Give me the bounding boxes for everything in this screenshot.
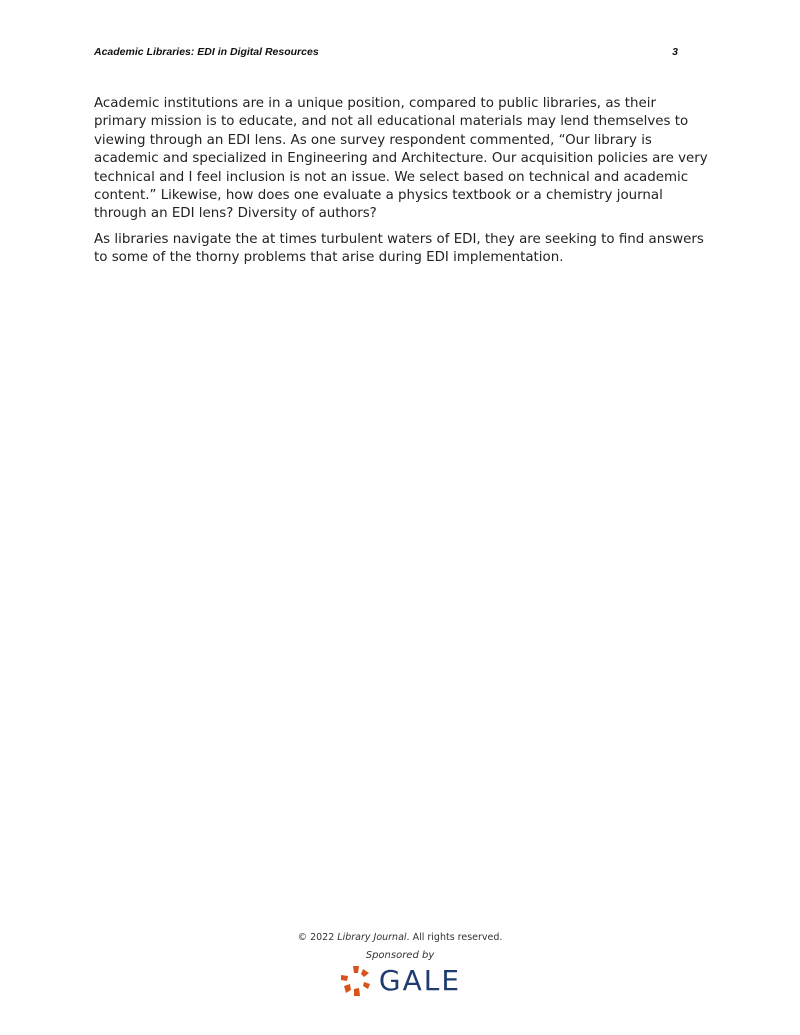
running-header bbox=[94, 46, 678, 58]
copyright-notice bbox=[0, 931, 800, 945]
copyright-suffix: . All rights reserved. bbox=[406, 932, 503, 943]
body-text bbox=[94, 95, 712, 275]
paragraph: As libraries navigate the at times turbulent waters of EDI, they are seeking to find answers to some of the thorny problems that arise during EDI implementation. bbox=[94, 231, 704, 266]
gale-logo-mark-icon bbox=[339, 965, 373, 997]
document-title: Academic Libraries: EDI in Digital Resources bbox=[94, 46, 319, 58]
copyright-prefix: © 2022 bbox=[297, 932, 338, 943]
sponsor-logo bbox=[339, 965, 461, 997]
paragraph: Academic institutions are in a unique position, compared to public libraries, as their primary mission is to educate, and not all educational materials may lend themselves to viewing through an EDI lens. As one survey respondent commented, “Our library is academic and specialized in Engineering and Architecture. Our acquisition policies are very technical and I feel inclusion is not an issue. We select based on technical and academic content.” Likewise, how does one evaluate a physics textbook or a chemistry journal through an EDI lens? Diversity of authors? bbox=[94, 96, 708, 222]
page-number: 3 bbox=[672, 46, 678, 58]
sponsored-by-label: Sponsored by bbox=[365, 950, 435, 961]
sponsor-logo-wordmark: GALE bbox=[378, 964, 462, 997]
publication-name: Library Journal bbox=[337, 932, 407, 943]
footer bbox=[0, 931, 800, 1001]
